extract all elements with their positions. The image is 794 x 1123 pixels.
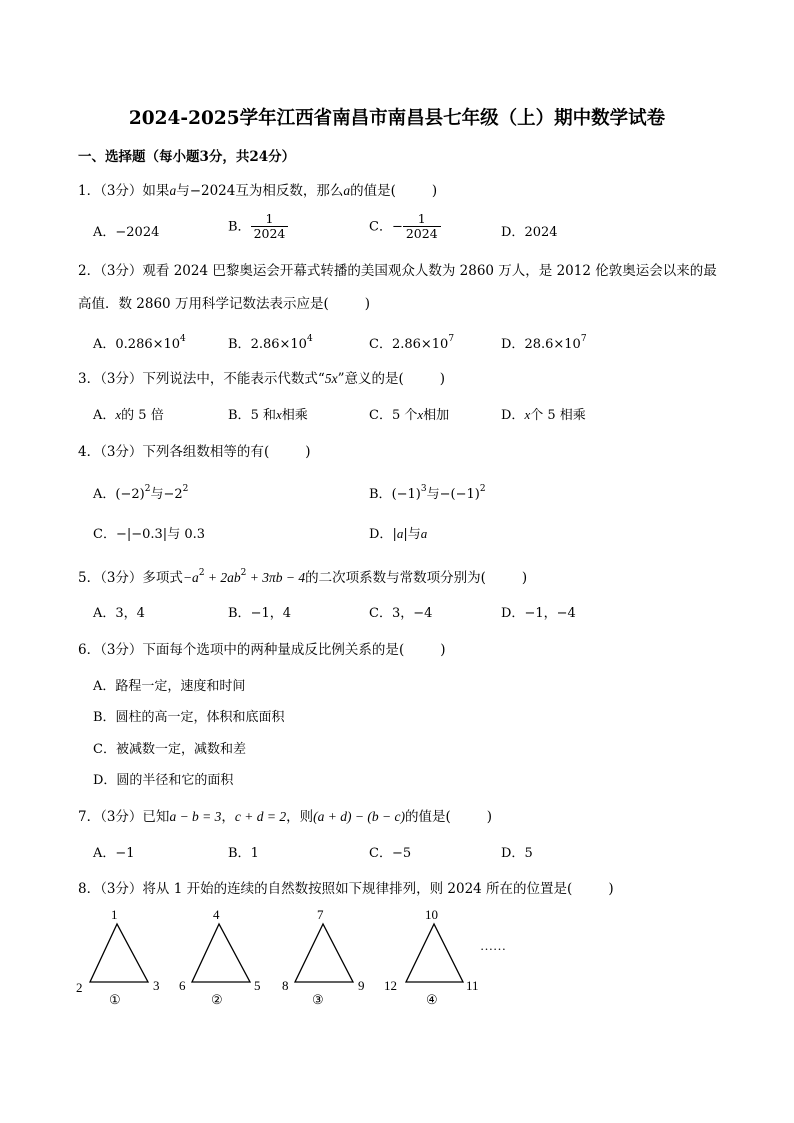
q4-option-b[interactable]: B．$(-1)^3$与$-(-1)^2$ [369,484,486,502]
q5-option-c[interactable]: C．3，−4 [369,606,433,621]
triangle-2 [179,907,261,1007]
triangle-3-right: 9 [358,978,365,993]
triangle-2-left: 6 [179,978,186,993]
q4-option-c[interactable]: C．−|−0.3|与 0.3 [93,527,205,542]
triangle-4-label: ④ [426,992,438,1007]
triangle-1-right: 3 [153,978,160,993]
q6-option-c[interactable]: C．被减数一定，减数和差 [93,742,246,757]
q5-option-d[interactable]: D．−1，−4 [501,606,576,621]
q6-option-b[interactable]: B．圆柱的高一定，体积和底面积 [93,710,285,725]
triangle-1 [76,907,160,1007]
triangle-4 [384,907,479,1007]
triangle-1-left: 2 [76,980,83,995]
triangle-3-top: 7 [317,907,324,922]
section-heading: 一、选择题（每小题3分，共24分） [78,149,296,165]
triangle-4-top: 10 [425,907,438,922]
question-7-stem: 7．（3分）已知a − b = 3，c + d = 2，则(a + d) − (b − c)的值是( ) [78,809,493,825]
triangle-4-right: 11 [466,978,479,993]
q1-option-a[interactable]: A．−2024 [93,225,160,240]
triangle-1-label: ① [109,992,121,1007]
q1-option-b[interactable]: B． $\frac{1}{2024}$ [228,212,288,242]
triangle-pattern-figure [60,900,530,1020]
triangle-3 [282,907,365,1007]
q2-option-c[interactable]: C．$2.86\times 10^7$ [369,334,455,352]
question-1-stem: 1．（3分）如果a与−2024互为相反数，那么a的值是( ) [78,183,438,199]
q3-option-b[interactable]: B．5 和x相乘 [228,407,308,423]
q7-option-a[interactable]: A．−1 [93,846,135,861]
fraction: $\frac{1}{2024}$ [251,212,289,242]
triangle-3-label: ③ [312,992,324,1007]
q1-option-c[interactable]: C．− $\frac{1}{2024}$ [369,212,441,242]
q5-option-a[interactable]: A．3，4 [93,606,145,621]
q1-option-d[interactable]: D．2024 [501,225,558,240]
q6-option-d[interactable]: D．圆的半径和它的面积 [93,773,234,788]
q6-option-a[interactable]: A．路程一定，速度和时间 [93,679,246,694]
page-title: 2024-2025学年江西省南昌市南昌县七年级（上）期中数学试卷 [128,108,666,129]
question-6-stem: 6．（3分）下面每个选项中的两种量成反比例关系的是( ) [78,642,446,658]
triangle-2-right: 5 [254,978,261,993]
triangle-2-label: ② [211,992,223,1007]
pattern-ellipsis: …… [480,938,506,953]
question-2-line-1: 2．（3分）观看 2024 巴黎奥运会开幕式转播的美国观众人数为 2860 万人，是 2012 伦敦奥运会以来的最 [78,263,717,279]
question-5-stem: 5．（3分）多项式$-a^2 + 2ab^2 + 3\pi b - 4$的二次项系数与常数项分别为( ) [78,568,528,586]
triangle-2-top: 4 [213,907,220,922]
fraction: $\frac{1}{2024}$ [403,212,441,242]
q7-option-d[interactable]: D．5 [501,846,533,861]
q3-option-d[interactable]: D．x个 5 相乘 [501,407,586,423]
triangle-4-left: 12 [384,978,397,993]
q7-option-b[interactable]: B．1 [228,846,259,861]
triangle-3-left: 8 [282,978,289,993]
question-8-stem: 8．（3分）将从 1 开始的连续的自然数按照如下规律排列，则 2024 所在的位置是( ) [78,881,614,897]
q5-option-b[interactable]: B．−1，4 [228,606,291,621]
q3-option-c[interactable]: C．5 个x相加 [369,407,450,423]
question-3-stem: 3．（3分）下列说法中，不能表示代数式“5x”意义的是( ) [78,371,446,387]
question-4-stem: 4．（3分）下列各组数相等的有( ) [78,444,311,460]
q3-option-a[interactable]: A．x的 5 倍 [93,407,164,423]
q7-option-c[interactable]: C．−5 [369,846,412,861]
q2-option-b[interactable]: B．$2.86\times 10^4$ [228,334,313,352]
triangle-1-top: 1 [111,907,118,922]
q4-option-a[interactable]: A．$(-2)^2$与$-2^2$ [93,484,189,502]
q4-option-d[interactable]: D．|a|与a [369,526,428,542]
q2-option-a[interactable]: A．$0.286\times 10^4$ [93,334,186,352]
question-2-line-2: 高值．数 2860 万用科学记数法表示应是( ) [78,296,371,312]
q2-option-d[interactable]: D．$28.6\times 10^7$ [501,334,587,352]
